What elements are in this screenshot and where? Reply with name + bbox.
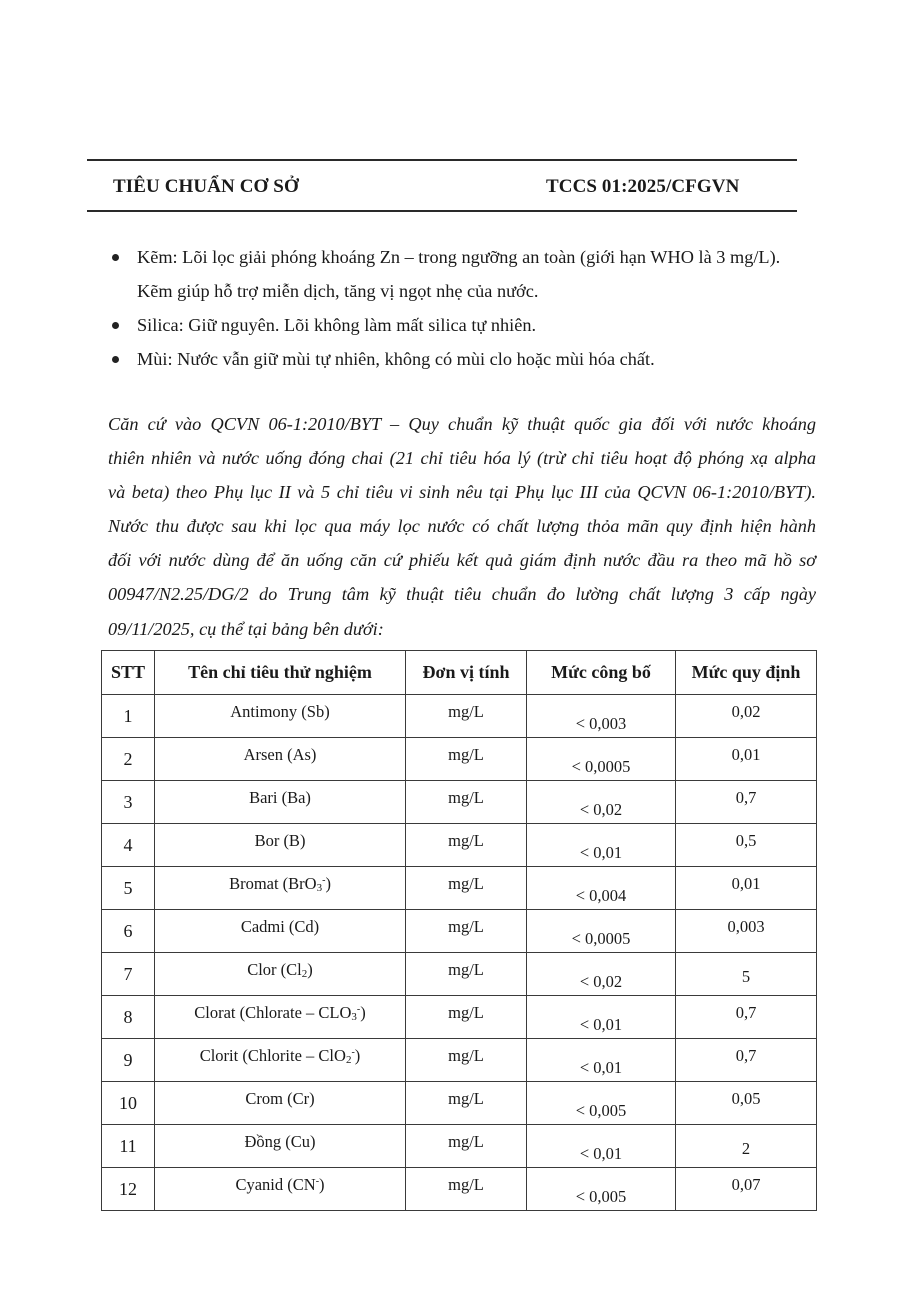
- bullet-item-zinc: [110, 240, 830, 308]
- cell-regulated-level: 0,5: [676, 824, 817, 867]
- cell-declared-level: < 0,01: [527, 1125, 676, 1168]
- basis-paragraph: [108, 407, 816, 646]
- bullet-text: Kẽm: Lõi lọc giải phóng khoáng Zn – trong ngưỡng an toàn (giới hạn WHO là 3 mg/L).: [137, 247, 781, 267]
- test-name-close: ): [307, 960, 313, 979]
- cell-regulated-level: 0,02: [676, 695, 817, 738]
- cell-unit: mg/L: [406, 1125, 527, 1168]
- standard-code: TCCS 01:2025/CFGVN: [546, 176, 740, 197]
- header-regulated-level: Mức quy định: [676, 651, 817, 695]
- cell-unit: mg/L: [406, 996, 527, 1039]
- cell-unit: mg/L: [406, 1039, 527, 1082]
- cell-unit: mg/L: [406, 738, 527, 781]
- cell-test-name: [155, 867, 406, 910]
- cell-declared-level: < 0,01: [527, 996, 676, 1039]
- test-name-text: Antimony (Sb): [230, 702, 330, 721]
- cell-stt: 6: [102, 910, 155, 953]
- cell-test-name: [155, 1168, 406, 1211]
- paragraph-line: đối với nước dùng để ăn uống căn cứ phiếu kết quả giám định nước đầu ra theo mã hồ sơ: [108, 550, 816, 571]
- bullet-text-continued: Kẽm giúp hỗ trợ miễn dịch, tăng vị ngọt nhẹ của nước.: [137, 281, 539, 301]
- ion-charge-superscript: -: [315, 1176, 320, 1187]
- test-name-text: Bromat (BrO: [229, 874, 317, 893]
- table-row: [102, 1125, 817, 1168]
- cell-declared-level: < 0,005: [527, 1168, 676, 1211]
- formula-subscript: 3: [316, 882, 323, 894]
- cell-test-name: [155, 824, 406, 867]
- cell-declared-level: < 0,01: [527, 1039, 676, 1082]
- cell-declared-level: < 0,02: [527, 781, 676, 824]
- cell-regulated-level: 0,003: [676, 910, 817, 953]
- cell-regulated-level: 0,07: [676, 1168, 817, 1211]
- test-name-text: Clorat (Chlorate – CLO: [194, 1003, 352, 1022]
- table-row: [102, 738, 817, 781]
- bullet-list: [110, 240, 830, 376]
- cell-unit: mg/L: [406, 910, 527, 953]
- test-name-text: Cyanid (CN: [235, 1175, 316, 1194]
- cell-stt: 10: [102, 1082, 155, 1125]
- test-name-close: ): [325, 874, 331, 893]
- table-body: [102, 695, 817, 1211]
- cell-unit: mg/L: [406, 867, 527, 910]
- ion-charge-superscript: -: [356, 1004, 361, 1015]
- cell-declared-level: < 0,0005: [527, 910, 676, 953]
- cell-regulated-level: 2: [676, 1125, 817, 1168]
- test-name-close: ): [319, 1175, 325, 1194]
- paragraph-line: 00947/N2.25/DG/2 do Trung tâm kỹ thuật tiêu chuẩn đo lường chất lượng 3 cấp ngày: [108, 584, 816, 605]
- table-row: [102, 1168, 817, 1211]
- test-results-table: [101, 650, 817, 1211]
- test-name-text: Clor (Cl: [247, 960, 302, 979]
- header-unit: Đơn vị tính: [406, 651, 527, 695]
- ion-charge-superscript: -: [322, 875, 326, 886]
- table-row: [102, 867, 817, 910]
- cell-regulated-level: 5: [676, 953, 817, 996]
- test-name-text: Đồng (Cu): [244, 1132, 316, 1151]
- cell-stt: 9: [102, 1039, 155, 1082]
- cell-unit: mg/L: [406, 953, 527, 996]
- bullet-icon: [112, 254, 119, 261]
- cell-stt: 7: [102, 953, 155, 996]
- cell-unit: mg/L: [406, 824, 527, 867]
- cell-test-name: [155, 1082, 406, 1125]
- header-top-rule: [87, 159, 797, 161]
- test-name-text: Arsen (As): [243, 745, 317, 764]
- cell-regulated-level: 0,01: [676, 738, 817, 781]
- ion-charge-superscript: -: [351, 1047, 355, 1058]
- header-stt: STT: [102, 651, 155, 695]
- paragraph-line: Căn cứ vào QCVN 06-1:2010/BYT – Quy chuẩn kỹ thuật quốc gia đối với nước khoáng: [108, 414, 816, 434]
- cell-test-name: [155, 738, 406, 781]
- cell-regulated-level: 0,7: [676, 781, 817, 824]
- paragraph-line: thiên nhiên và nước uống đóng chai (21 chỉ tiêu hóa lý (trừ chỉ tiêu hoạt độ phóng xạ alpha: [108, 448, 816, 469]
- cell-unit: mg/L: [406, 1168, 527, 1211]
- cell-test-name: [155, 953, 406, 996]
- bullet-icon: [112, 322, 119, 329]
- cell-stt: 2: [102, 738, 155, 781]
- cell-stt: 5: [102, 867, 155, 910]
- test-name-close: ): [360, 1003, 366, 1022]
- bullet-item-odor: [110, 342, 830, 376]
- cell-test-name: [155, 996, 406, 1039]
- table-row: [102, 953, 817, 996]
- table-row: [102, 910, 817, 953]
- cell-regulated-level: 0,01: [676, 867, 817, 910]
- cell-unit: mg/L: [406, 1082, 527, 1125]
- paragraph-line: và beta) theo Phụ lục II và 5 chỉ tiêu vi sinh nêu tại Phụ lục III của QCVN 06-1:2010/BYT).: [108, 482, 816, 503]
- cell-unit: mg/L: [406, 695, 527, 738]
- cell-stt: 11: [102, 1125, 155, 1168]
- formula-subscript: 3: [351, 1011, 357, 1023]
- test-name-text: Bor (B): [254, 831, 306, 850]
- cell-stt: 8: [102, 996, 155, 1039]
- cell-declared-level: < 0,004: [527, 867, 676, 910]
- table-header-row: [102, 651, 817, 695]
- test-name-close: ): [354, 1046, 361, 1065]
- bullet-text: Mùi: Nước vẫn giữ mùi tự nhiên, không có mùi clo hoặc mùi hóa chất.: [137, 349, 655, 369]
- test-name-text: Clorit (Chlorite – ClO: [199, 1046, 346, 1065]
- test-name-text: Bari (Ba): [249, 788, 311, 807]
- cell-declared-level: < 0,01: [527, 824, 676, 867]
- cell-test-name: [155, 910, 406, 953]
- test-name-text: Cadmi (Cd): [240, 917, 320, 936]
- cell-stt: 3: [102, 781, 155, 824]
- formula-subscript: 2: [345, 1054, 352, 1066]
- header-test-name: Tên chỉ tiêu thử nghiệm: [155, 651, 406, 695]
- bullet-icon: [112, 356, 119, 363]
- cell-test-name: [155, 1125, 406, 1168]
- cell-test-name: [155, 695, 406, 738]
- cell-test-name: [155, 781, 406, 824]
- header-declared-level: Mức công bố: [527, 651, 676, 695]
- paragraph-line: 09/11/2025, cụ thể tại bảng bên dưới:: [108, 618, 384, 639]
- cell-test-name: [155, 1039, 406, 1082]
- table-row: [102, 824, 817, 867]
- table-row: [102, 695, 817, 738]
- table-row: [102, 1082, 817, 1125]
- cell-unit: mg/L: [406, 781, 527, 824]
- cell-stt: 1: [102, 695, 155, 738]
- cell-declared-level: < 0,005: [527, 1082, 676, 1125]
- bullet-item-silica: [110, 308, 830, 342]
- cell-regulated-level: 0,7: [676, 1039, 817, 1082]
- test-name-text: Crom (Cr): [245, 1089, 315, 1108]
- table-row: [102, 996, 817, 1039]
- cell-stt: 12: [102, 1168, 155, 1211]
- paragraph-line: Nước thu được sau khi lọc qua máy lọc nước có chất lượng thỏa mãn quy định hiện hành: [108, 516, 816, 537]
- cell-regulated-level: 0,7: [676, 996, 817, 1039]
- cell-declared-level: < 0,02: [527, 953, 676, 996]
- cell-declared-level: < 0,0005: [527, 738, 676, 781]
- cell-regulated-level: 0,05: [676, 1082, 817, 1125]
- document-type-title: TIÊU CHUẨN CƠ SỞ: [113, 176, 299, 197]
- table-row: [102, 781, 817, 824]
- cell-stt: 4: [102, 824, 155, 867]
- table-row: [102, 1039, 817, 1082]
- header-bottom-rule: [87, 210, 797, 212]
- cell-declared-level: < 0,003: [527, 695, 676, 738]
- formula-subscript: 2: [301, 968, 308, 980]
- bullet-text: Silica: Giữ nguyên. Lõi không làm mất silica tự nhiên.: [137, 315, 537, 335]
